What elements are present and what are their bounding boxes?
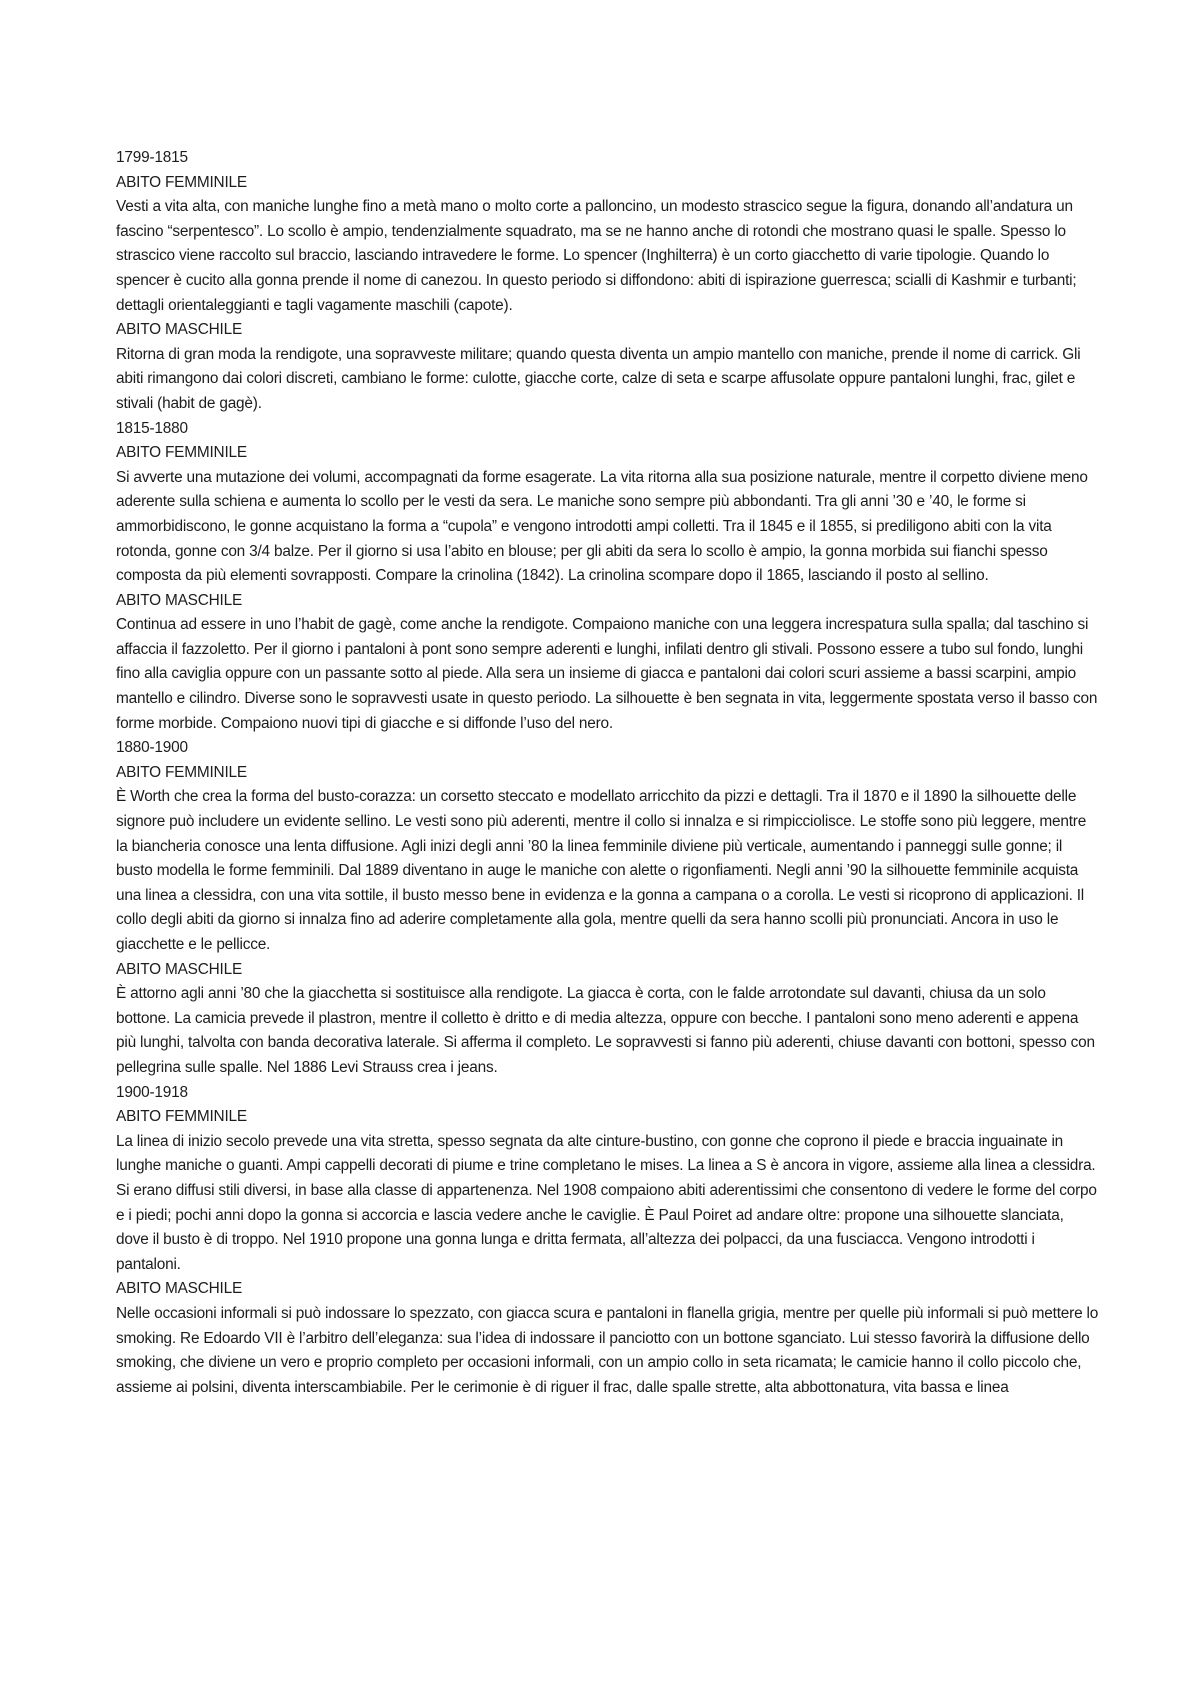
paragraph: La linea di inizio secolo prevede una vita stretta, spesso segnata da alte cinture-bustino, con gonne che coprono il piede e braccia inguainate in lunghe maniche o guanti. Ampi cappelli decorati di piume e trine completano le mises. La linea a S è ancora in vigore, assieme alla linea a clessidra. Si erano diffusi stili diversi, in base alla classe di appartenenza. Nel 1908 compaiono abiti aderentissimi che consentono di vedere le forme del corpo e i piedi; pochi anni dopo la gonna si accorcia e lascia vedere anche le caviglie. È Paul Poiret ad andare oltre: propone una silhouette slanciata, dove il busto è di troppo. Nel 1910 propone una gonna lunga e dritta fermata, all’altezza dei polpacci, da una fusciacca. Vengono introdotti i pantaloni. bbox=[116, 1132, 1097, 1273]
paragraph: Nelle occasioni informali si può indossare lo spezzato, con giacca scura e pantaloni in flanella grigia, mentre per quelle più informali si può mettere lo smoking. Re Edoardo VII è l’arbitro dell’eleganza: sua l’idea di indossare il panciotto con un bottone sganciato. Lui stesso favorirà la diffusione dello smoking, che diviene un vero e proprio completo per occasioni informali, con un ampio collo in seta ricamata; le camicie hanno il collo piccolo che, assieme ai polsini, diventa interscambiabile. Per le cerimonie è di riguer il frac, dalle spalle strette, alta abbottonatura, vita bassa e linea bbox=[116, 1304, 1099, 1396]
period-heading: 1900-1918 bbox=[116, 1083, 188, 1101]
section-heading: ABITO FEMMINILE bbox=[116, 763, 247, 781]
paragraph: È attorno agli anni ’80 che la giacchetta si sostituisce alla rendigote. La giacca è corta, con le falde arrotondate sul davanti, chiusa da un solo bottone. La camicia prevede il plastron, mentre il colletto è dritto e di media altezza, oppure con becche. I pantaloni sono meno aderenti e appena più lunghi, talvolta con banda decorativa laterale. Si afferma il completo. Le sopravvesti si fanno più aderenti, chiuse davanti con bottoni, spesso con pellegrina sulle spalle. Nel 1886 Levi Strauss crea i jeans. bbox=[116, 985, 1095, 1076]
paragraph: È Worth che crea la forma del busto-corazza: un corsetto steccato e modellato arricchito da pizzi e dettagli. Tra il 1870 e il 1890 la silhouette delle signore può includere un evidente sellino. Le vesti sono più aderenti, mentre il collo si innalza e si rimpicciolisce. Le stoffe sono più leggere, mentre la biancheria conosce una lenta diffusione. Agli inizi degli anni ’80 la linea femminile diviene più verticale, aumentando i panneggi sulle gonne; il busto modella le forme femminili. Dal 1889 diventano in auge le maniche con alette o rigonfiamenti. Negli anni ’90 la silhouette femminile acquista una linea a clessidra, con una vita sottile, il busto messo bene in evidenza e la gonna a campana o a corolla. Le vesti si ricoprono di applicazioni. Il collo degli abiti da giorno si innalza fino ad aderire completamente alla gola, mentre quelli da sera hanno scolli più pronunciati. Ancora in uso le giacchette e le pellicce. bbox=[116, 788, 1087, 953]
section-heading: ABITO FEMMINILE bbox=[116, 1108, 247, 1126]
paragraph: Continua ad essere in uno l’habit de gagè, come anche la rendigote. Compaiono maniche con una leggera increspatura sulla spalla; dal taschino si affaccia il fazzoletto. Per il giorno i pantaloni à pont sono sempre aderenti e lunghi, infilati dentro gli stivali. Possono essere a tubo sul fondo, lunghi fino alla caviglia oppure con un passante sotto al piede. Alla sera un insieme di giacca e pantaloni dai colori scuri assieme a bassi scarpini, ampio mantello e cilindro. Diverse sono le sopravvesti usate in questo periodo. La silhouette è ben segnata in vita, leggermente spostata verso il basso con forme morbide. Compaiono nuovi tipi di giacche e si diffonde l’uso del nero. bbox=[116, 616, 1098, 732]
period-heading: 1880-1900 bbox=[116, 739, 188, 757]
paragraph: Si avverte una mutazione dei volumi, accompagnati da forme esagerate. La vita ritorna alla sua posizione naturale, mentre il corpetto diviene meno aderente sulla schiena e aumenta lo scollo per le vesti da sera. Le maniche sono sempre più abbondanti. Tra gli anni ’30 e ’40, le forme si ammorbidiscono, le gonne acquistano la forma a “cupola” e vengono introdotti ampi colletti. Tra il 1845 e il 1855, si prediligono abiti con la vita rotonda, gonne con 3/4 balze. Per il giorno si usa l’abito en blouse; per gli abiti da sera lo scollo è ampio, la gonna morbida sui fianchi spesso composta da più elementi sovrapposti. Compare la crinolina (1842). La crinolina scompare dopo il 1865, lasciando il posto al sellino. bbox=[116, 468, 1088, 585]
document-body bbox=[116, 146, 1100, 1400]
section-heading: ABITO FEMMINILE bbox=[116, 444, 247, 462]
paragraph: Ritorna di gran moda la rendigote, una sopravveste militare; quando questa diventa un ampio mantello con maniche, prende il nome di carrick. Gli abiti rimangono dai colori discreti, cambiano le forme: culotte, giacche corte, calze di seta e scarpe affusolate oppure pantaloni lunghi, frac, gilet e stivali (habit de gagè). bbox=[116, 345, 1081, 412]
section-heading: ABITO MASCHILE bbox=[116, 960, 243, 978]
section-heading: ABITO MASCHILE bbox=[116, 1280, 243, 1298]
section-heading: ABITO MASCHILE bbox=[116, 321, 243, 339]
section-heading: ABITO MASCHILE bbox=[116, 591, 243, 609]
period-heading: 1799-1815 bbox=[116, 149, 188, 166]
section-heading: ABITO FEMMINILE bbox=[116, 173, 247, 191]
paragraph: Vesti a vita alta, con maniche lunghe fino a metà mano o molto corte a palloncino, un modesto strascico segue la figura, donando all’andatura un fascino “serpentesco”. Lo scollo è ampio, tendenzialmente squadrato, ma se ne hanno anche di rotondi che mostrano quasi le spalle. Spesso lo strascico viene raccolto sul braccio, lasciando intravedere le forme. Lo spencer (Inghilterra) è un corto giacchetto di varie tipologie. Quando lo spencer è cucito alla gonna prende il nome di canezou. In questo periodo si diffondono: abiti di ispirazione guerresca; scialli di Kashmir e turbanti; dettagli orientaleggianti e tagli vagamente maschili (capote). bbox=[116, 198, 1077, 314]
period-heading: 1815-1880 bbox=[116, 419, 188, 437]
